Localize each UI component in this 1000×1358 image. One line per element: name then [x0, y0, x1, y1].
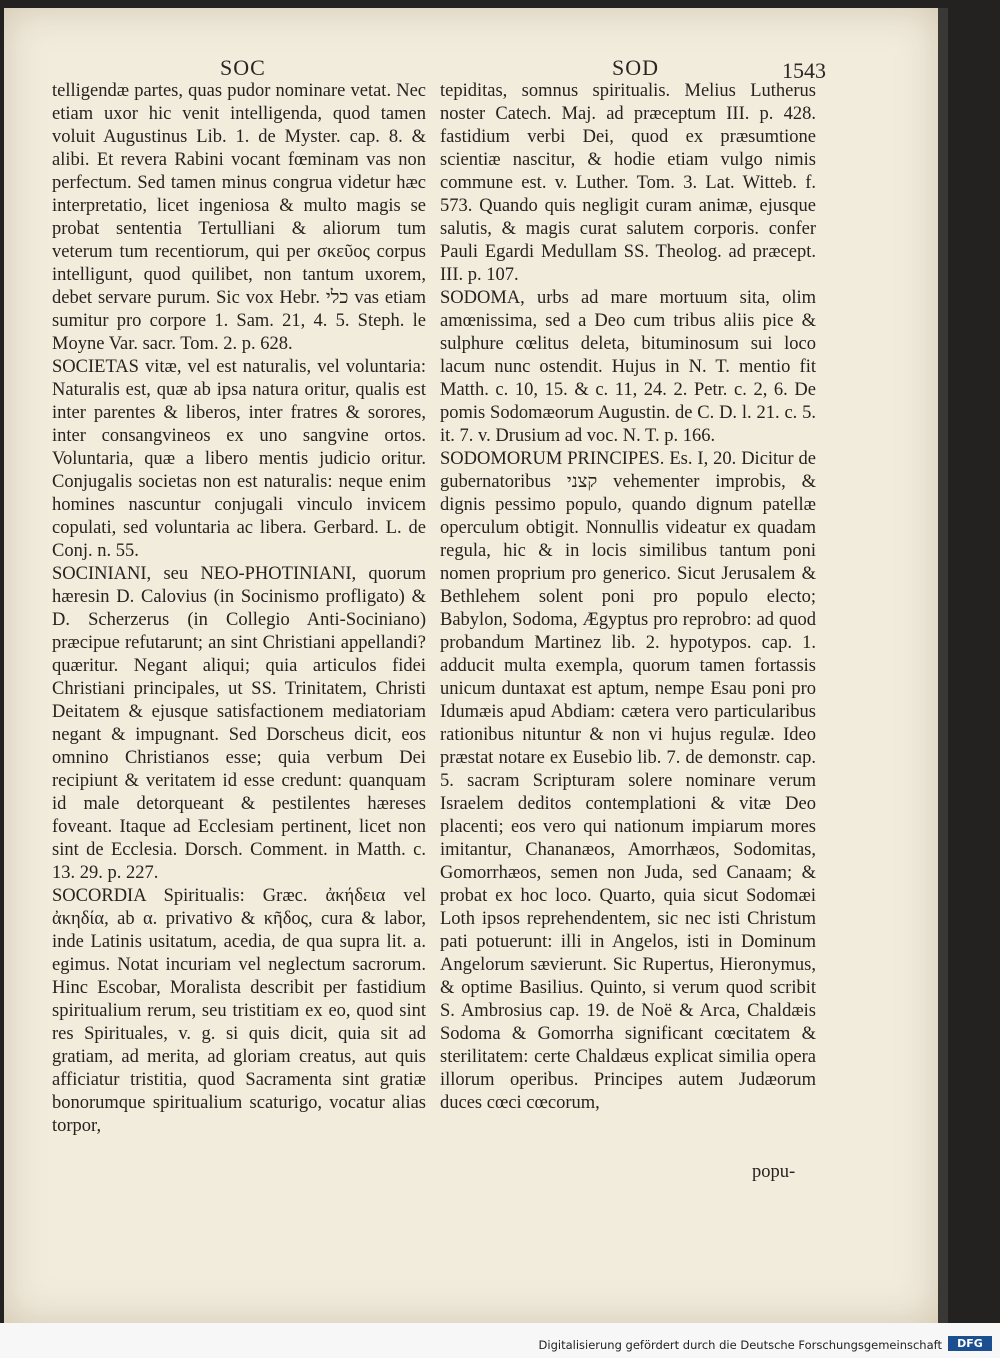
footer-credit[interactable]: Digitalisierung gefördert durch die Deutsche Forschungsgemeinschaft — [538, 1338, 942, 1352]
entry-sociniani: SOCINIANI, seu NEO-PHOTINIANI, quorum hæresin D. Calovius (in Socinismo profligato) & D. Scherzerus (in Collegio Anti-Sociniano) præcipue refutarunt; an sint Christiani appellandi? quæritur. Negant aliqui; quia articulos fidei Christiani principales, ut SS. Trinitatem, Christi Deitatem & ejusque satisfactionem mediatoriam negant & impugnant. Sed Dorscheus dicit, eos omnino Christianos esse; quia verbum Dei recipiunt & veritatem id esse credunt: quanquam id male detorqueant & pestilentes hæreses foveant. Itaque ad Ecclesiam pertinent, licet non sint de Ecclesia. Dorsch. Comment. in Matth. c. 13. 29. p. 227. — [52, 564, 426, 883]
entry-socordia: SOCORDIA Spiritualis: Græc. ἀκήδεια vel ἀκηδία, ab α. privativo & κῆδος, cura & labor, inde Latinis usitatum, acedia, de qua supra lit. a. egimus. Notat incuriam vel neglectum sacrorum. Hinc Escobar, Moralista describit per fastidium spiritualium rerum, seu tristitiam ex eo, quod sint res Spirituales, v. g. si quis dicit, quia sit ad gratiam, ad merita, ad gloriam creatus, aut quis afficiatur tristitia, quod Sacramenta sint gratiæ bonorumque spiritualium scaturigo, vocatur alias torpor, — [52, 886, 426, 1136]
page-number: 1543 — [782, 58, 826, 83]
page-edge — [938, 8, 948, 1323]
running-head-right: SOD — [612, 55, 660, 80]
entry-sodomorum-principes: SODOMORUM PRINCIPES. Es. I, 20. Dicitur de gubernatoribus קצני vehementer improbis, & dignis pessimo populo, quando dignum patellæ operculum obtigit. Nonnullis videatur ex quadam regula, hic & in locis similibus tantum poni nomen proprium pro generico. Sicut Jerusalem & Bethlehem solent poni pro populo electo; Babylon, Sodoma, Ægyptus pro reprobro: ad quod probandum Martinez lib. 2. hypotypos. cap. 1. adducit multa exempla, quorum tamen fortassis unicum duntaxat est aptum, nempe Esau poni pro Idumæis apud Abdiam: cætera vero particularibus rationibus nituntur & non vi hujus regulæ. Ideo præstat notare ex Eusebio lib. 7. de demonstr. cap. 5. sacram Scripturam solere nominare verum Israelem deditos contemplationi & vitæ Deo placenti; eos vero qui nationum impiarum mores imitantur, Chananæos, Amorrhæos, Sodomitas, Gomorrhæos, semen non Juda, sed Canaam; & probat ex hoc loco. Quarto, quia sicut Sodomæi Loth ipsos reprehendentem, sic nec isti Christum pati potuerunt: illi in Angelos, isti in Dominum Angelorum sævierunt. Sic Rupertus, Hieronymus, & optime Basilius. Quinto, si verum quod scribit S. Ambrosius cap. 19. de Noë & Arca, Chaldæis Sodoma & Gomorrha significant cœcitatem & sterilitatem: certe Chaldæus explicat similia opera illorum operibus. Principes autem Judæorum duces cœci cœcorum, — [440, 449, 816, 1113]
dfg-logo[interactable]: DFG — [948, 1336, 992, 1351]
left-column — [52, 80, 426, 1138]
catchword: popu- — [752, 1162, 796, 1182]
right-column — [440, 80, 816, 1115]
entry-text: telligendæ partes, quas pudor nominare vetat. Nec etiam uxor hic venit intelligenda, quod tamen voluit Augustinus Lib. 1. de Myster. cap. 8. & alibi. Et revera Rabini vocant fœminam vas non perfectum. Sed tamen minus congrua videtur hæc interpretatio, licet ingeniosa & multo magis se probat sententia Tertulliani & aliorum tum veterum tum recentiorum, qui per σκεῦος corpus intelligunt, quod quilibet, non tantum uxorem, debet servare purum. Sic vox Hebr. כלי vas etiam sumitur pro corpore 1. Sam. 21, 4. 5. Steph. le Moyne Var. sacr. Tom. 2. p. 628. — [52, 81, 426, 354]
entry-text: tepiditas, somnus spiritualis. Melius Lutherus noster Catech. Maj. ad præceptum III. p. 428. fastidium verbi Dei, quod ex præsumtione scientiæ nascitur, & hodie etiam vulgo nimis commune est. v. Luther. Tom. 3. Lat. Witteb. f. 573. Quando quis negligit curam animæ, ejusque salutis, & magis curat salutem corporis. confer Pauli Egardi Medullam SS. Theolog. ad præcept. III. p. 107. — [440, 81, 816, 285]
running-head-left: SOC — [220, 55, 266, 80]
entry-sodoma: SODOMA, urbs ad mare mortuum sita, olim amœnissima, sed a Deo cum tribus aliis pice & sulphure cœlitus deleta, bituminosum sui loco lacum nunc ostendit. Hujus in N. T. mentio fit Matth. c. 10, 15. & c. 11, 24. 2. Petr. c. 2, 6. De pomis Sodomæorum Augustin. de C. D. l. 21. c. 5. it. 7. v. Drusium ad voc. N. T. p. 166. — [440, 288, 816, 446]
entry-societas: SOCIETAS vitæ, vel est naturalis, vel voluntaria: Naturalis est, quæ ab ipsa natura oritur, qualis est inter parentes & liberos, inter fratres & sorores, inter consangvineos ex uno sangvine ortos. Voluntaria, quæ a libero mentis judicio oritur. Conjugalis societas non est naturalis: neque enim homines nascuntur conjugali vinculo invicem copulati, sed voluntaria ac libera. Gerbard. L. de Conj. n. 55. — [52, 357, 426, 561]
